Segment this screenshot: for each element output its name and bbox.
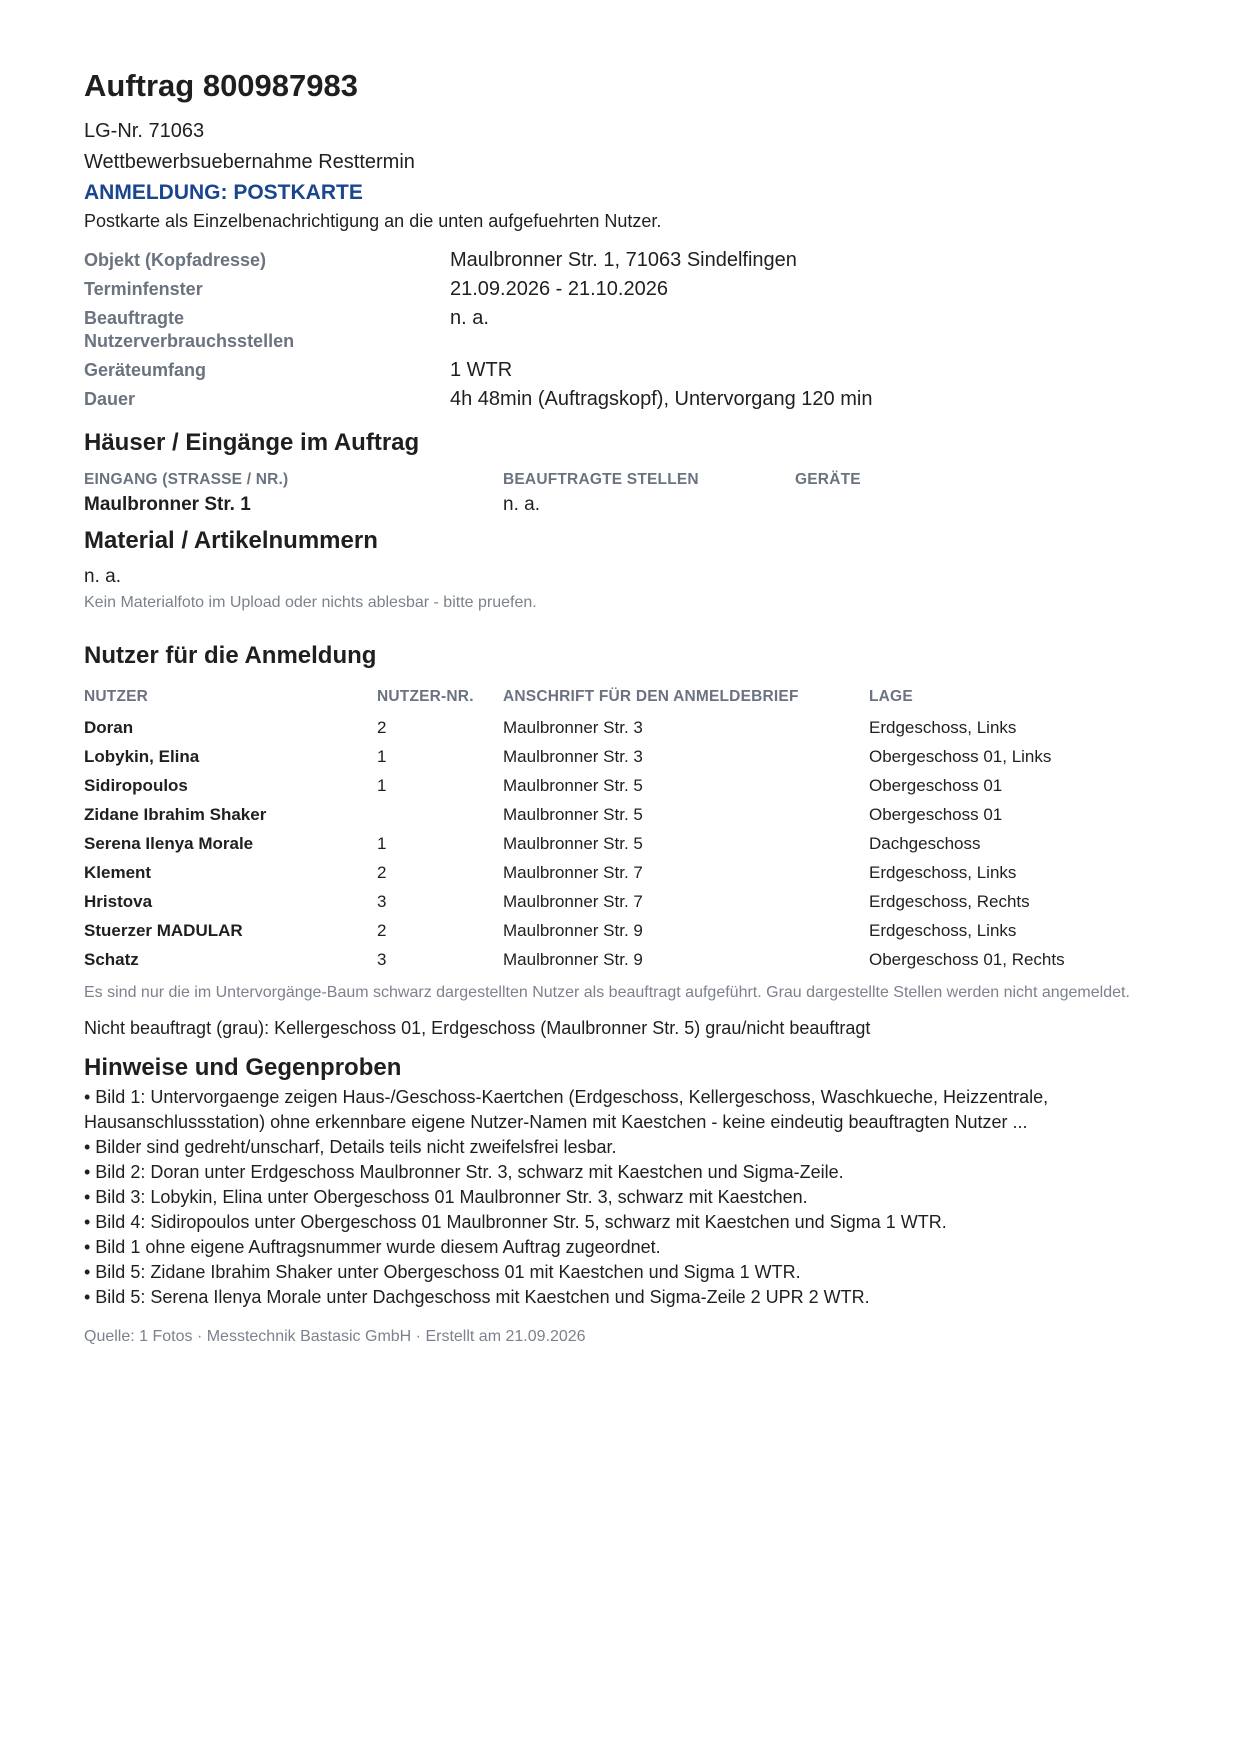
- table-row: [84, 887, 1157, 916]
- detail-value: n. a.: [450, 307, 489, 329]
- user-name: Hristova: [84, 892, 153, 911]
- hints-heading: Hinweise und Gegenproben: [84, 1054, 402, 1081]
- user-location: Dachgeschoss: [869, 834, 981, 853]
- detail-value: 1 WTR: [450, 359, 513, 381]
- user-location: Obergeschoss 01: [869, 776, 1003, 795]
- table-header-row: [84, 469, 1157, 491]
- user-location: Erdgeschoss, Rechts: [869, 892, 1030, 911]
- user-number: 2: [377, 863, 387, 882]
- user-name: Serena Ilenya Morale: [84, 834, 254, 853]
- notice-description: Postkarte als Einzelbenachrichtigung an die unten aufgefuehrten Nutzer.: [84, 211, 662, 231]
- user-location: Erdgeschoss, Links: [869, 718, 1017, 737]
- user-address: Maulbronner Str. 9: [503, 950, 643, 969]
- column-header: NUTZER-NR.: [377, 688, 474, 705]
- houses-table: [84, 469, 1157, 519]
- page-title: Auftrag 800987983: [84, 68, 358, 103]
- user-location: Obergeschoss 01: [869, 805, 1003, 824]
- column-header: NUTZER: [84, 688, 149, 705]
- entrance-cell: Maulbronner Str. 1: [84, 494, 251, 515]
- table-row: [84, 742, 1157, 771]
- user-location: Obergeschoss 01, Links: [869, 747, 1052, 766]
- user-name: Sidiropoulos: [84, 776, 188, 795]
- detail-label: Beauftragte Nutzerverbrauchsstellen: [84, 308, 295, 351]
- material-heading: Material / Artikelnummern: [84, 527, 378, 554]
- column-header: LAGE: [869, 688, 913, 705]
- detail-label: Geräteumfang: [84, 360, 207, 380]
- list-item: • Bild 1: Untervorgaenge zeigen Haus-/Geschoss-Kaertchen (Erdgeschoss, Kellergeschoss, Waschkueche, Heizzentrale, Hausanschlussstation) ohne erkennbare eigene Nutzer-Namen mit Kaestchen - keine eindeutig beauftragten Nutzer ...: [84, 1087, 1049, 1132]
- user-number: 3: [377, 950, 387, 969]
- lg-number: LG-Nr. 71063: [84, 120, 205, 142]
- detail-label: Objekt (Kopfadresse): [84, 250, 267, 270]
- user-address: Maulbronner Str. 5: [503, 805, 643, 824]
- user-number: 1: [377, 834, 387, 853]
- detail-value: 4h 48min (Auftragskopf), Untervorgang 120 min: [450, 388, 873, 410]
- detail-label: Terminfenster: [84, 279, 203, 299]
- user-number: [377, 800, 503, 829]
- stellen-cell: n. a.: [503, 494, 540, 515]
- users-table: [84, 685, 1157, 974]
- column-header: EINGANG (STRASSE / NR.): [84, 471, 289, 488]
- user-address: Maulbronner Str. 9: [503, 921, 643, 940]
- table-header-row: [84, 685, 1157, 709]
- user-number: 3: [377, 892, 387, 911]
- notice-badge: ANMELDUNG: POSTKARTE: [84, 181, 363, 204]
- user-address: Maulbronner Str. 7: [503, 863, 643, 882]
- user-name: Stuerzer MADULAR: [84, 921, 243, 940]
- list-item: • Bild 4: Sidiropoulos unter Obergeschoss 01 Maulbronner Str. 5, schwarz mit Kaestchen und Sigma 1 WTR.: [84, 1212, 947, 1232]
- list-item: • Bilder sind gedreht/unscharf, Details teils nicht zweifelsfrei lesbar.: [84, 1137, 617, 1157]
- user-location: Erdgeschoss, Links: [869, 863, 1017, 882]
- user-address: Maulbronner Str. 3: [503, 718, 643, 737]
- user-number: 2: [377, 921, 387, 940]
- column-header: ANSCHRIFT FÜR DEN ANMELDEBRIEF: [503, 688, 799, 705]
- not-assigned-text: Nicht beauftragt (grau): Kellergeschoss 01, Erdgeschoss (Maulbronner Str. 5) grau/nicht beauftragt: [84, 1018, 871, 1038]
- user-name: Schatz: [84, 950, 139, 969]
- user-address: Maulbronner Str. 3: [503, 747, 643, 766]
- list-item: • Bild 1 ohne eigene Auftragsnummer wurde diesem Auftrag zugeordnet.: [84, 1237, 661, 1257]
- table-row: [84, 800, 1157, 829]
- user-address: Maulbronner Str. 5: [503, 776, 643, 795]
- order-type: Wettbewerbsuebernahme Resttermin: [84, 151, 415, 173]
- user-name: Doran: [84, 718, 134, 737]
- table-row: [84, 945, 1157, 974]
- list-item: • Bild 5: Zidane Ibrahim Shaker unter Obergeschoss 01 mit Kaestchen und Sigma 1 WTR.: [84, 1262, 801, 1282]
- houses-heading: Häuser / Eingänge im Auftrag: [84, 429, 420, 456]
- table-row: [84, 858, 1157, 887]
- order-details: [84, 246, 1157, 414]
- table-row: [84, 829, 1157, 858]
- table-row: [84, 916, 1157, 945]
- material-value: n. a.: [84, 566, 121, 587]
- column-header: BEAUFTRAGTE STELLEN: [503, 471, 699, 488]
- user-name: Zidane Ibrahim Shaker: [84, 805, 267, 824]
- user-number: 2: [377, 718, 387, 737]
- list-item: • Bild 5: Serena Ilenya Morale unter Dachgeschoss mit Kaestchen und Sigma-Zeile 2 UPR 2 WTR.: [84, 1287, 870, 1307]
- user-address: Maulbronner Str. 5: [503, 834, 643, 853]
- users-heading: Nutzer für die Anmeldung: [84, 642, 377, 669]
- table-row: [84, 771, 1157, 800]
- user-location: Erdgeschoss, Links: [869, 921, 1017, 940]
- list-item: • Bild 3: Lobykin, Elina unter Obergeschoss 01 Maulbronner Str. 3, schwarz mit Kaestchen.: [84, 1187, 808, 1207]
- table-row: [84, 491, 1157, 519]
- user-location: Obergeschoss 01, Rechts: [869, 950, 1065, 969]
- table-row: [84, 713, 1157, 742]
- hints-list: [84, 1085, 1157, 1310]
- detail-value: 21.09.2026 - 21.10.2026: [450, 278, 668, 300]
- column-header: GERÄTE: [795, 471, 861, 488]
- material-note: Kein Materialfoto im Upload oder nichts ablesbar - bitte pruefen.: [84, 594, 537, 611]
- user-number: 1: [377, 776, 387, 795]
- user-number: 1: [377, 747, 387, 766]
- users-note: Es sind nur die im Untervorgänge-Baum schwarz dargestellten Nutzer als beauftragt aufgeführt. Grau dargestellte Stellen werden nicht angemeldet.: [84, 984, 1130, 1001]
- source-footer: Quelle: 1 Fotos · Messtechnik Bastasic GmbH · Erstellt am 21.09.2026: [84, 1328, 586, 1345]
- detail-value: Maulbronner Str. 1, 71063 Sindelfingen: [450, 249, 797, 271]
- user-name: Klement: [84, 863, 152, 882]
- detail-label: Dauer: [84, 389, 136, 409]
- list-item: • Bild 2: Doran unter Erdgeschoss Maulbronner Str. 3, schwarz mit Kaestchen und Sigma-Zeile.: [84, 1162, 844, 1182]
- user-address: Maulbronner Str. 7: [503, 892, 643, 911]
- user-name: Lobykin, Elina: [84, 747, 200, 766]
- geraete-cell: [795, 491, 1157, 519]
